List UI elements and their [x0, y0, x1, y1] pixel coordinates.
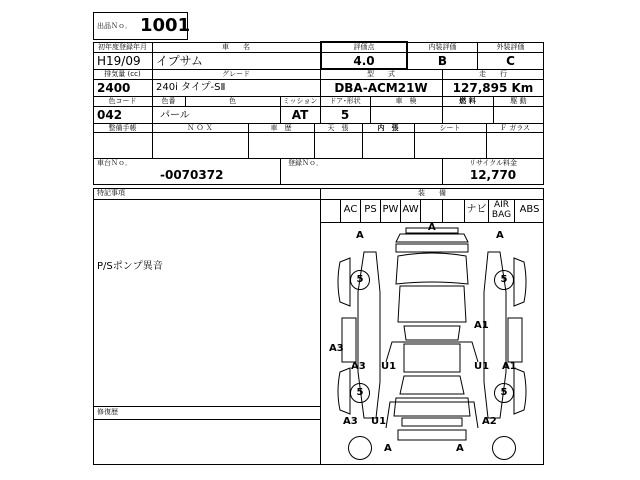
equipment-pw: PW	[380, 199, 400, 222]
wheel-spare-right	[492, 436, 516, 460]
chassis-number-label: 車台Ｎｏ．	[97, 159, 132, 167]
equipment-ps: PS	[360, 199, 380, 222]
equipment-label: 装 備	[418, 189, 446, 197]
inspection-label: 車 検	[395, 97, 417, 105]
headliner-label: 天 張	[327, 124, 349, 132]
equipment-abs: ABS	[514, 199, 544, 222]
model-code-label: 型 式	[367, 70, 395, 78]
notes-text: P/Sポンプ異音	[97, 261, 163, 272]
mark-u1-right: U1	[474, 361, 490, 372]
exterior-grade-value: C	[506, 54, 515, 68]
equipment-aw: AW	[400, 199, 420, 222]
wheel-rear-right: 5	[494, 383, 514, 403]
lot-number-box	[93, 12, 191, 40]
recycle-fee-label: リサイクル料金	[468, 159, 518, 167]
mark-left-a3-mid: A3	[351, 361, 366, 372]
chassis-number-value: -0070372	[160, 168, 224, 182]
wheel-spare-left	[348, 436, 372, 460]
mark-top-left: A	[356, 230, 364, 241]
equipment-row	[340, 199, 544, 222]
first-registration-value: H19/09	[97, 54, 141, 68]
displacement-value: 2400	[97, 81, 131, 95]
color-value: パール	[160, 110, 190, 121]
car-damage-diagram	[320, 222, 544, 465]
mileage-value: 127,895 Km	[452, 81, 534, 95]
exterior-grade-label: 外装評価	[496, 43, 525, 51]
color-number-label: 色番	[161, 97, 176, 105]
equipment-navi: ナビ	[464, 199, 488, 222]
lot-number-value: 1001	[140, 15, 191, 36]
mark-left-a3: A3	[329, 343, 344, 354]
score-label: 評価点	[353, 43, 375, 51]
grade-value: 240i タイプ-SⅡ	[156, 82, 226, 93]
registration-number-label: 登録Ｎｏ．	[288, 159, 323, 167]
car-name-label: 車 名	[222, 43, 250, 51]
mark-bottom-a2: A2	[482, 416, 497, 427]
displacement-label: 排気量 (cc)	[104, 70, 141, 78]
color-code-value: 042	[97, 108, 123, 122]
recycle-fee-value: 12,770	[469, 168, 517, 182]
first-registration-label: 初年度登録年月	[98, 43, 147, 51]
repair-history-label: 修復歴	[97, 408, 118, 416]
interior-trim-label: 内 張	[377, 124, 399, 132]
mark-bottom-u1: U1	[371, 416, 387, 427]
mission-label: ミッション	[282, 97, 318, 105]
mark-right-a1-mid: A1	[502, 361, 517, 372]
door-shape-value: 5	[340, 108, 350, 122]
equipment-blank-1	[420, 199, 442, 222]
mission-value: AT	[291, 108, 309, 122]
mark-bottom-a3: A3	[343, 416, 358, 427]
vehicle-history-label: 車 歴	[270, 124, 292, 132]
fuel-label: 燃 料	[459, 97, 476, 105]
wheel-rear-left: 5	[350, 383, 370, 403]
wheel-front-left: 5	[350, 270, 370, 290]
color-label: 色	[229, 97, 236, 105]
seat-label: シート	[439, 124, 461, 132]
color-code-label: 色コード	[108, 97, 137, 105]
mark-right-a1-upper: A1	[474, 320, 489, 331]
mark-top-right: A	[496, 230, 504, 241]
mileage-label: 走 行	[479, 70, 507, 78]
score-value: 4.0	[353, 54, 375, 68]
grade-label: グレード	[222, 70, 250, 78]
interior-grade-value: B	[437, 54, 448, 68]
front-glass-label: Ｆ ガラス	[499, 124, 530, 132]
car-name-value: イプサム	[156, 54, 204, 68]
model-code-value: DBA-ACM21W	[334, 81, 428, 95]
maintenance-book-label: 整備手帳	[108, 124, 137, 132]
nox-label: Ｎ Ｏ Ｘ	[187, 124, 213, 132]
equipment-blank-2	[442, 199, 464, 222]
mark-top-center: A	[428, 222, 436, 233]
drive-label: 駆 動	[510, 97, 527, 105]
door-shape-label: ドア･形状	[329, 97, 361, 105]
interior-grade-label: 内装評価	[428, 43, 457, 51]
mark-rear-left: A	[384, 443, 392, 454]
notes-label: 特記事項	[97, 189, 125, 197]
wheel-front-right: 5	[494, 270, 514, 290]
mark-u1-left: U1	[381, 361, 397, 372]
lot-number-label: 出品Ｎｏ．	[97, 22, 132, 30]
equipment-airbag: AIR BAG	[488, 199, 514, 222]
mark-rear-right: A	[456, 443, 464, 454]
equipment-ac: AC	[340, 199, 360, 222]
